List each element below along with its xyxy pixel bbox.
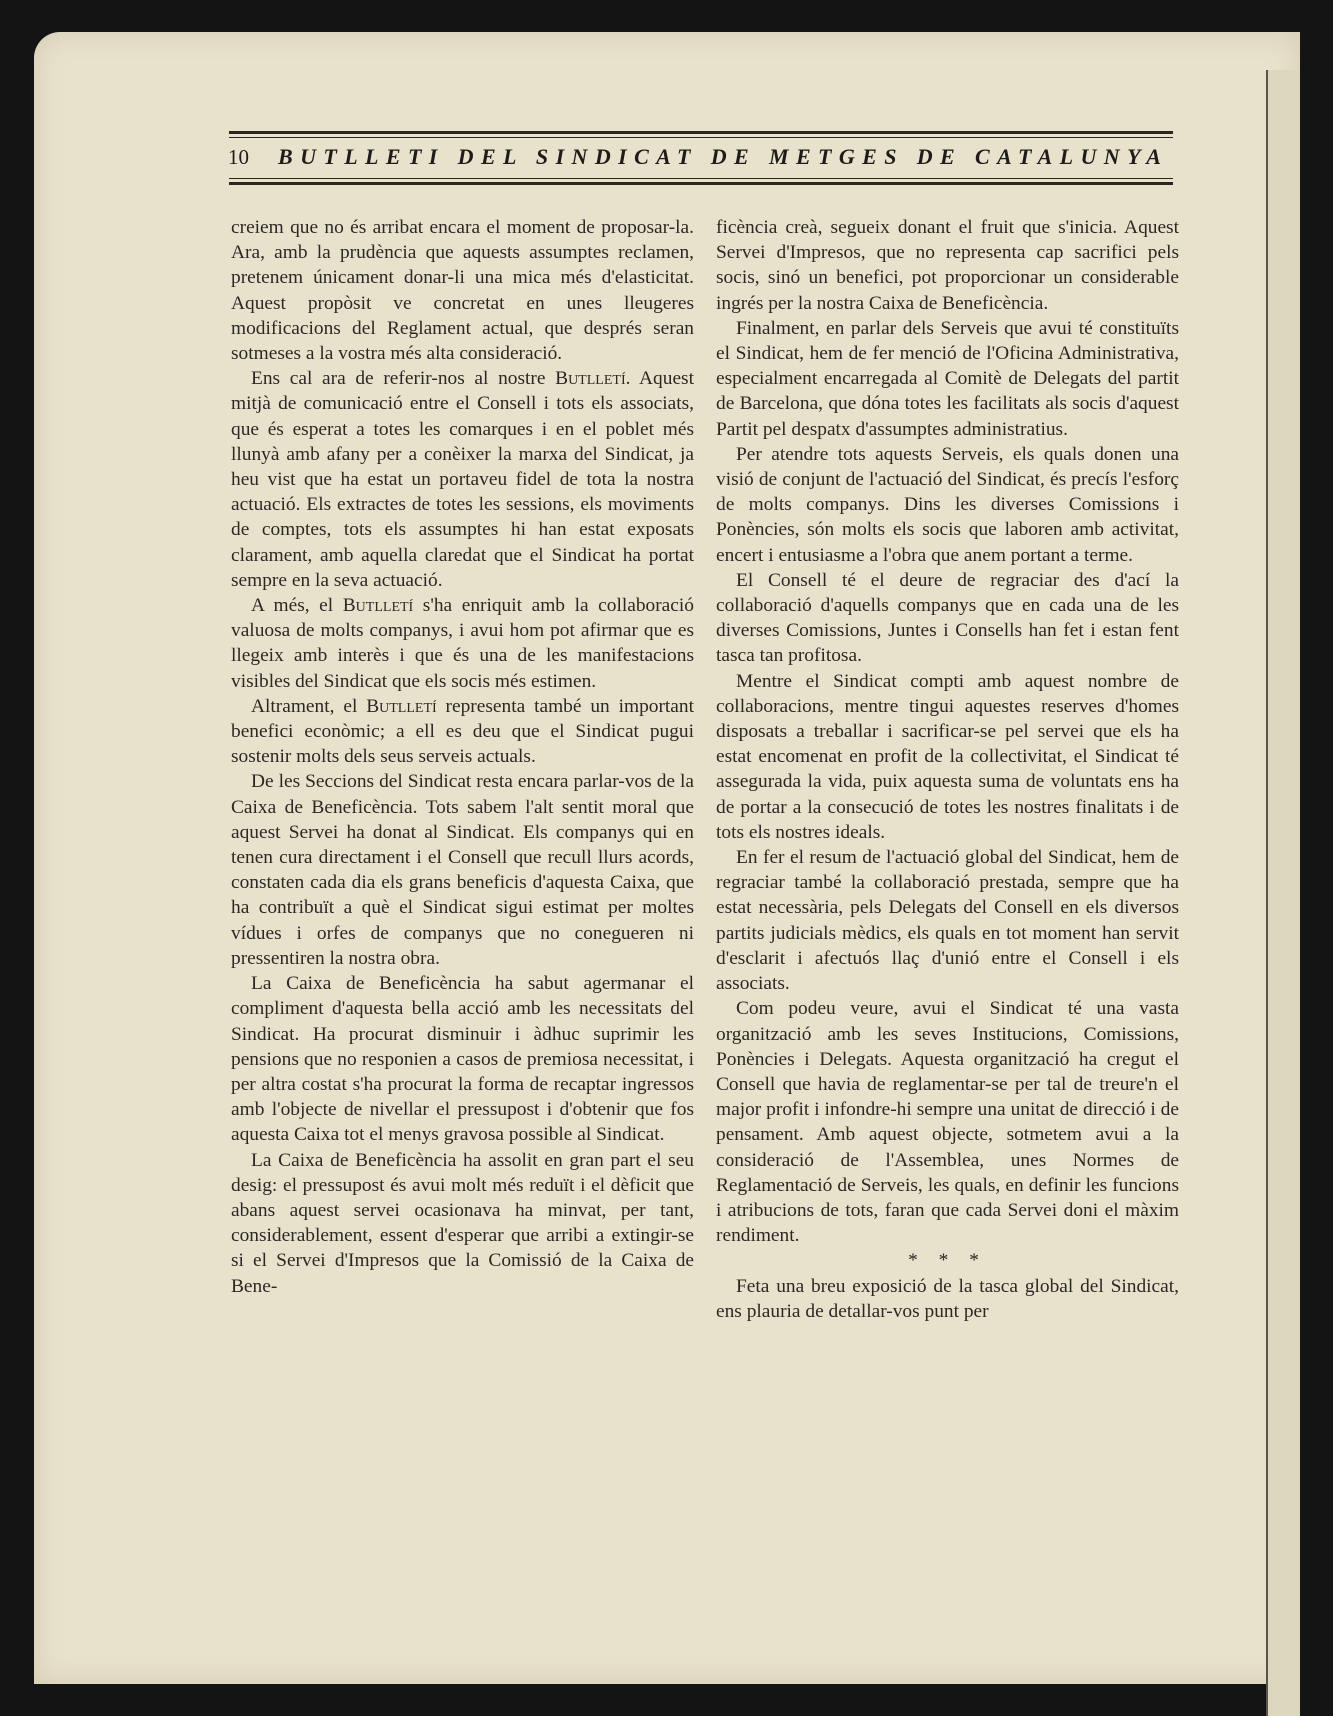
paragraph: creiem que no és arribat encara el moment de proposar-la. Ara, amb la prudència que aquests assumptes reclamen, pretenem únicament donar-li una mica més d'elasticitat. Aquest propòsit ve concretat en unes lleugeres modificacions del Reglament actual, que després seran sotmeses a la vostra més alta consideració.: [231, 217, 694, 365]
header-rule-bottom: [229, 182, 1173, 185]
left-column: [231, 215, 694, 1299]
header-rule-bottom-thin: [229, 178, 1173, 179]
paragraph: [231, 593, 694, 694]
paragraph: Com podeu veure, avui el Sindicat té una vasta organització amb les seves Institucions, Comissions, Ponències i Delegats. Aquesta organització ha cregut el Consell que havia de reglamentar-se per tal de treure'n el major profit i infondre-hi sempre una unitat de direcció i de pensament. Amb aquest objecte, sotmetem avui a la consideració de l'Assemblea, unes Normes de Reglamentació de Serveis, les quals, en definir les funcions i atribucions de tots, faran que cada Servei doni el màxim rendiment.: [716, 998, 1179, 1247]
page-number: 10: [228, 144, 249, 169]
paragraph: En fer el resum de l'actuació global del Sindicat, hem de regraciar també la collaboració prestada, sempre que ha estat necessària, pels Delegats del Consell en els diversos partits judicials mèdics, els quals en tot moment han servit d'esclarit i afectuós llaç d'unió entre el Consell i els associats.: [716, 847, 1179, 995]
paragraph: De les Seccions del Sindicat resta encara parlar-vos de la Caixa de Beneficència. Tots sabem l'alt sentit moral que aquest Servei ha donat al Sindicat. Els companys qui en tenen cura directament i el Consell que recull llurs acords, constaten cada dia els grans beneficis d'aquesta Caixa, que ha contribuït a què el Sindicat sigui estimat per moltes vídues i orfes de companys que no conegueren ni pressentiren la nostra obra.: [231, 771, 694, 969]
paragraph: [231, 366, 694, 593]
paragraph: La Caixa de Beneficència ha assolit en gran part el seu desig: el pressupost és avui molt més reduït i el dèficit que abans aquest servei ocasionava ha minvat, per tant, considerablement, essent d'esperar que arribi a extingir-se si el Servei d'Impresos que la Comissió de la Caixa de Bene-: [231, 1149, 694, 1297]
text-run-small-caps: Butlletí: [342, 595, 414, 617]
paragraph: Feta una breu exposició de la tasca global del Sindicat, ens plauria de detallar-vos punt per: [716, 1275, 1179, 1322]
running-title: BUTLLETI DEL SINDICAT DE METGES DE CATALUNYA: [278, 144, 1169, 169]
right-column: [716, 215, 1179, 1324]
header-rule-top-thin: [229, 137, 1173, 138]
paragraph: [231, 694, 694, 770]
section-separator: * * *: [908, 1250, 987, 1272]
header-rule-top: [229, 131, 1173, 134]
paragraph: El Consell té el deure de regraciar des d'ací la collaboració d'aquells companys que en cada una de les diverses Comissions, Juntes i Consells han fet i estan fent tasca tan profitosa.: [716, 569, 1179, 667]
paragraph: Per atendre tots aquests Serveis, els quals donen una visió de conjunt de l'actuació del Sindicat, és precís l'esforç de molts companys. Dins les diverses Comissions i Ponències, són molts els socis que laboren amb activitat, encert i entusiasme a l'obra que anem portant a terme.: [716, 443, 1179, 566]
text-run: Ens cal ara de referir-nos al nostre: [251, 368, 556, 390]
text-run: Altrament, el: [251, 695, 367, 717]
text-run: s'ha enriquit amb la collaboració valuosa de molts companys, i avui hom pot afirmar que es llegeix amb interès i que és una de les manifestacions visibles del Sindicat que els socis més estimen.: [231, 595, 694, 692]
running-header: [228, 142, 1173, 172]
text-run: . Aquest mitjà de comunicació entre el Consell i tots els associats, que és esperat a totes les comarques i en el poblet més llunyà amb afany per a conèixer la marxa del Sindicat, ja heu vist que ha estat un portaveu fidel de tota la nostra actuació. Els extractes de totes les sessions, els moviments de comptes, tots els assumptes hi han estat exposats clarament, amb aquella claredat que el Sindicat ha portat sempre en la seva actuació.: [231, 368, 694, 591]
text-run: representa també un important benefici econòmic; a ell es deu que el Sindicat pugui sostenir molts dels seus serveis actuals.: [231, 695, 694, 768]
paragraph: La Caixa de Beneficència ha sabut agermanar el compliment d'aquesta bella acció amb les necessitats del Sindicat. Ha procurat disminuir i àdhuc suprimir les pensions que no responien a casos de premiosa necessitat, i per altra costat s'ha procurat la forma de recaptar ingressos amb l'objecte de nivellar el pressupost i d'obtenir que fos aquesta Caixa tot el menys gravosa possible al Sindicat.: [231, 973, 694, 1146]
paragraph: Finalment, en parlar dels Serveis que avui té constituïts el Sindicat, hem de fer menció de l'Oficina Administrativa, especialment encarregada al Comitè de Delegats del partit de Barcelona, que dóna totes les facilitats als socis d'aquest Partit pel despatx d'assumptes administratius.: [716, 317, 1179, 440]
paragraph: Mentre el Sindicat compti amb aquest nombre de collaboracions, mentre tingui aquestes reserves d'homes disposats a treballar i sacrificar-se pel servei que els ha estat encomenat en profit de la collectivitat, el Sindicat té assegurada la vida, puix aquesta suma de voluntats ens ha de portar a la consecució de totes les nostres finalitats i de tots els nostres ideals.: [716, 670, 1179, 843]
paragraph: ficència creà, segueix donant el fruit que s'inicia. Aquest Servei d'Impresos, que no representa cap sacrifici pels socis, sinó un benefici, pot proporcionar un considerable ingrés per la nostra Caixa de Beneficència.: [716, 217, 1179, 314]
text-run: A més, el: [251, 595, 343, 617]
text-run-small-caps: Butlletí: [555, 368, 626, 390]
text-run-small-caps: Butlletí: [366, 695, 437, 717]
next-page-edge: [1266, 70, 1300, 1716]
